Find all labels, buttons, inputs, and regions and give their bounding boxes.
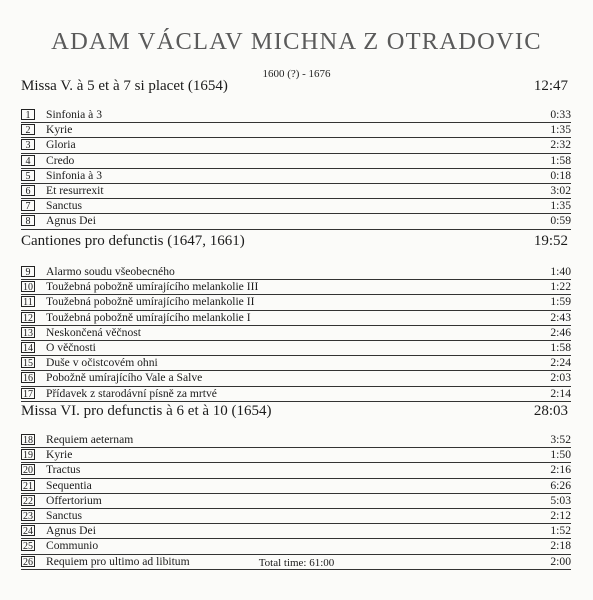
track-number: 25: [23, 541, 33, 553]
track-duration: 2:32: [550, 138, 571, 152]
track-title: Alarmo soudu všeobecného: [46, 265, 175, 278]
track-title: Offertorium: [46, 493, 102, 507]
track-list: [21, 265, 571, 402]
track-duration: 2:43: [550, 310, 571, 324]
track-row: [21, 524, 571, 539]
track-title: Sinfonia à 3: [46, 108, 103, 121]
track-duration: 2:16: [550, 463, 571, 477]
track-title: Toužebná pobožně umírajícího melankolie I: [46, 310, 251, 324]
track-row: [21, 371, 571, 386]
track-title: Toužebná pobožně umírajícího melankolie II: [46, 295, 255, 309]
track-duration: 2:12: [550, 508, 571, 522]
track-duration: 2:14: [550, 386, 571, 400]
track-duration: 1:58: [550, 153, 571, 167]
track-row: [21, 199, 571, 214]
track-duration: 1:50: [550, 448, 571, 462]
track-number: 22: [23, 495, 33, 507]
track-duration: 3:52: [550, 433, 571, 446]
track-number: 6: [21, 185, 35, 196]
track-row: [21, 326, 571, 341]
track-duration: 1:35: [550, 123, 571, 137]
total-time: Total time: 61:00: [258, 557, 335, 569]
track-title: Kyrie: [46, 123, 73, 137]
track-number: 1: [21, 109, 35, 120]
track-duration: 1:40: [550, 265, 571, 278]
track-number: 13: [23, 327, 33, 339]
track-row: [21, 463, 571, 478]
track-row: [21, 387, 571, 402]
track-row: [21, 448, 571, 463]
track-duration: 0:33: [550, 108, 571, 121]
track-duration: 2:18: [550, 539, 571, 553]
track-row: [21, 214, 571, 229]
work-header: [21, 233, 568, 251]
track-row: [21, 123, 571, 138]
track-row: [21, 184, 571, 199]
track-duration: 2:03: [550, 371, 571, 385]
track-number: 7: [21, 200, 35, 211]
track-duration: 2:46: [550, 325, 571, 339]
track-title: Sequentia: [46, 478, 92, 492]
track-duration: 1:22: [550, 280, 571, 294]
work-title: Cantiones pro defunctis (1647, 1661): [21, 233, 245, 249]
track-row: [21, 311, 571, 326]
track-title: Gloria: [46, 138, 76, 152]
work-title: Missa VI. pro defunctis à 6 et à 10 (1654): [21, 403, 272, 419]
composer-title: ADAM VÁCLAV MICHNA Z OTRADOVIC: [51, 28, 542, 55]
track-number: 3: [21, 139, 35, 150]
work-duration: 12:47: [533, 78, 568, 94]
work-duration: 28:03: [533, 403, 568, 419]
track-number: 21: [23, 480, 33, 492]
track-number: 14: [23, 342, 33, 354]
track-number: 18: [23, 435, 33, 446]
track-row: [21, 265, 571, 280]
track-duration: 0:18: [550, 168, 571, 182]
track-row: [21, 138, 571, 153]
track-number: 16: [23, 373, 33, 385]
work-title: Missa V. à 5 et à 7 si placet (1654): [21, 78, 228, 94]
track-number: 17: [23, 388, 33, 400]
track-row: [21, 509, 571, 524]
track-number: 2: [21, 124, 35, 135]
track-title: Toužebná pobožně umírajícího melankolie III: [46, 280, 259, 294]
track-list: [21, 108, 571, 230]
track-duration: 3:02: [550, 183, 571, 197]
track-row: [21, 169, 571, 184]
track-title: Credo: [46, 153, 75, 167]
track-duration: 1:59: [550, 295, 571, 309]
track-duration: 1:52: [550, 524, 571, 538]
work-duration: 19:52: [533, 233, 568, 249]
track-number: 23: [23, 510, 33, 522]
track-title: Přídavek z starodávní písně za mrtvé: [46, 386, 217, 400]
track-title: Et resurrexit: [46, 183, 104, 197]
track-row: [21, 433, 571, 448]
track-title: Neskončená věčnost: [46, 325, 141, 339]
track-number: 20: [23, 465, 33, 477]
track-number: 19: [23, 450, 33, 462]
track-row: [21, 280, 571, 295]
track-number: 12: [23, 312, 33, 324]
track-duration: 6:26: [550, 478, 571, 492]
track-number: 9: [21, 266, 35, 277]
track-number: 5: [21, 170, 35, 181]
track-title: Requiem pro ultimo ad libitum: [46, 554, 190, 568]
track-row: [21, 108, 571, 123]
track-number: 4: [21, 155, 35, 166]
track-list: [21, 433, 571, 570]
track-row: [21, 295, 571, 310]
track-duration: 2:00: [550, 554, 571, 568]
track-row: [21, 341, 571, 356]
work-header: [21, 78, 568, 96]
track-duration: 0:59: [550, 214, 571, 228]
track-title: Communio: [46, 539, 99, 553]
track-row: [21, 154, 571, 169]
track-title: Kyrie: [46, 448, 73, 462]
track-row: [21, 479, 571, 494]
track-number: 10: [23, 282, 33, 294]
track-duration: 5:03: [550, 493, 571, 507]
track-number: 11: [21, 296, 35, 307]
track-title: Duše v očistcovém ohni: [46, 356, 158, 370]
track-number: 24: [23, 526, 33, 538]
track-title: Tractus: [46, 463, 81, 477]
track-title: Sinfonia à 3: [46, 168, 103, 182]
track-duration: 2:24: [550, 356, 571, 370]
track-title: Requiem aeternam: [46, 433, 134, 446]
track-row: [21, 356, 571, 371]
track-title: Pobožně umírajícího Vale a Salve: [46, 371, 203, 385]
track-title: Agnus Dei: [46, 214, 96, 228]
track-title: Sanctus: [46, 508, 83, 522]
track-title: O věčnosti: [46, 340, 96, 354]
track-row: [21, 494, 571, 509]
track-number: 15: [23, 358, 33, 370]
track-number: 26: [23, 556, 33, 568]
track-duration: 1:58: [550, 340, 571, 354]
composer-dates: 1600 (?) - 1676: [262, 68, 331, 80]
track-row: [21, 539, 571, 554]
track-number: 8: [21, 215, 35, 226]
track-title: Agnus Dei: [46, 524, 96, 538]
track-title: Sanctus: [46, 199, 83, 213]
track-duration: 1:35: [550, 199, 571, 213]
work-header: [21, 403, 568, 421]
